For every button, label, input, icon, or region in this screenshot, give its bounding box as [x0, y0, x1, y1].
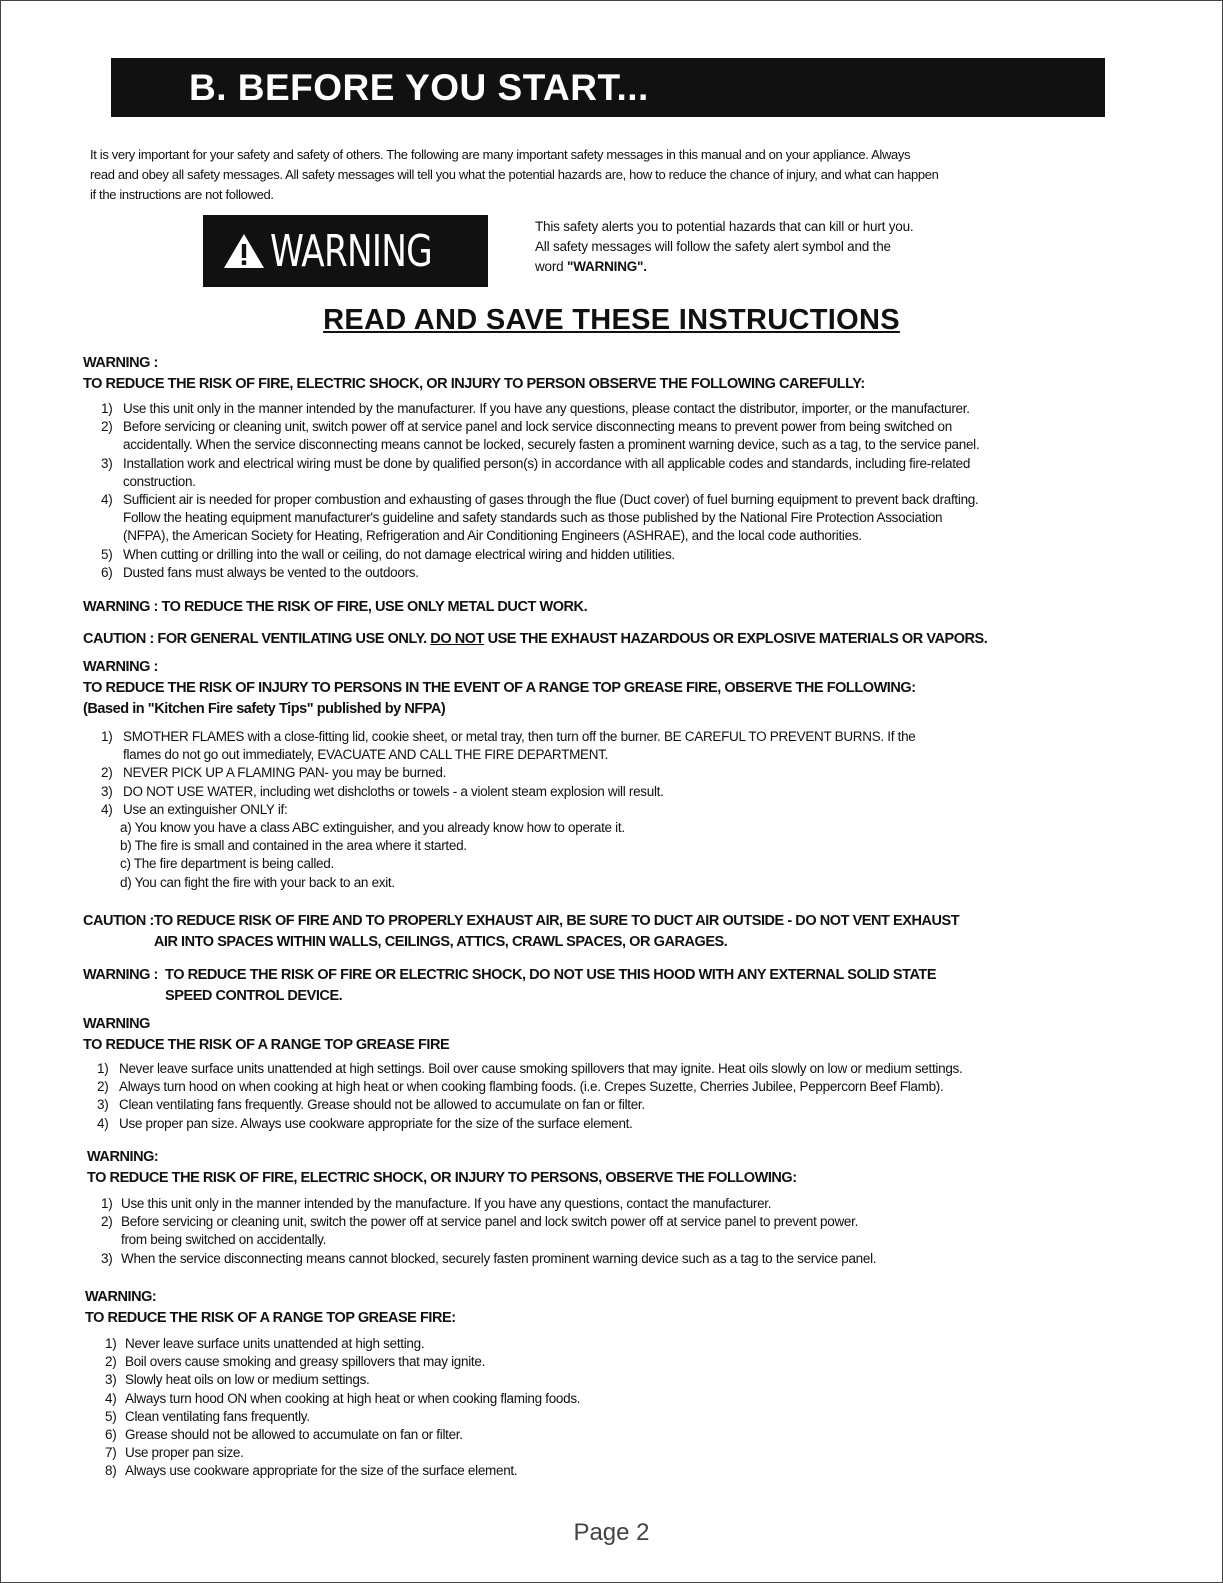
section-heading: TO REDUCE THE RISK OF INJURY TO PERSONS IN THE EVENT OF A RANGE TOP GREASE FIRE, OBSERVE THE FOLLOWING:	[83, 680, 916, 696]
list-item-line	[105, 1335, 1145, 1353]
intro-line: read and obey all safety messages. All safety messages will tell you what the potential hazards are, how to reduce the chance of injury, and what can happen	[90, 167, 939, 182]
alert-line: All safety messages will follow the safety alert symbol and the	[535, 239, 891, 254]
list-item-text: Grease should not be allowed to accumulate on fan or filter.	[125, 1427, 463, 1443]
warning-label: WARNING :	[83, 967, 166, 983]
section-label: WARNING	[83, 1016, 150, 1032]
section-title: B. BEFORE YOU START...	[189, 67, 649, 108]
numbered-list	[85, 1335, 1145, 1481]
sub-list-item: d) You can fight the fire with your back to an exit.	[120, 874, 395, 890]
page-number: Page 2	[573, 1519, 650, 1546]
list-item-line	[101, 473, 1143, 491]
list-item-number: 2)	[101, 419, 113, 435]
list-item-number: 2)	[97, 1079, 109, 1095]
list-item-text: Use this unit only in the manner intended by the manufacture. If you have any questions, contact the manufacturer.	[121, 1196, 772, 1211]
list-item-line	[105, 1462, 1145, 1480]
list-item-line	[101, 400, 1143, 418]
warning-badge-label: WARNING	[269, 225, 432, 277]
list-item-text: Sufficient air is needed for proper combustion and exhausting of gases through the flue (Duct cover) of fuel burning equipment to prevent back drafting.	[123, 492, 979, 508]
list-item-number: 2)	[101, 1214, 113, 1230]
list-item-line	[101, 746, 1143, 764]
section-heading: TO REDUCE THE RISK OF A RANGE TOP GREASE FIRE	[83, 1037, 450, 1053]
alert-line-prefix: word	[535, 259, 568, 274]
list-item-line	[101, 1213, 1147, 1231]
caution-label: CAUTION :	[83, 913, 154, 929]
warning-section-fire-shock-injury	[83, 353, 1143, 582]
list-item-number: 3)	[101, 1250, 113, 1266]
list-item-text: Never leave surface units unattended at high settings. Boil over cause smoking spillovers that may ignite. Heat oils slowly on low or medium settings.	[119, 1061, 963, 1076]
list-item-text: accidentally. When the service disconnecting means cannot be locked, securely fasten a prominent warning device, such as a tag, to the service panel.	[123, 437, 980, 453]
list-item-line	[101, 491, 1143, 509]
numbered-list	[83, 728, 1143, 819]
list-item-number: 3)	[97, 1097, 109, 1113]
warning-section-grease-fire-nfpa	[83, 657, 1143, 892]
warning-section-fire-shock-injury-2	[87, 1147, 1147, 1268]
sub-list-item: b) The fire is small and contained in the area where it started.	[120, 838, 467, 854]
list-item-text: Use proper pan size. Always use cookware appropriate for the size of the surface element.	[119, 1115, 633, 1131]
list-item-number: 1)	[101, 729, 113, 744]
list-item-text: Slowly heat oils on low or medium settings.	[125, 1372, 370, 1388]
list-item-number: 4)	[101, 492, 113, 508]
intro-line: if the instructions are not followed.	[90, 187, 274, 202]
list-item-line	[101, 436, 1143, 454]
list-item-line	[101, 455, 1143, 473]
list-item-line	[101, 1195, 1147, 1213]
list-item-text: Dusted fans must always be vented to the outdoors.	[123, 564, 419, 580]
list-item-line	[101, 1231, 1147, 1249]
list-item-line	[101, 546, 1143, 564]
list-item-text: NEVER PICK UP A FLAMING PAN- you may be burned.	[123, 765, 447, 781]
list-item-number: 4)	[97, 1115, 109, 1131]
list-item-line	[101, 801, 1143, 819]
section-label: WARNING :	[83, 355, 158, 371]
list-item-text: Clean ventilating fans frequently. Grease should not be allowed to accumulate on fan or filter.	[119, 1097, 645, 1113]
list-item-line	[105, 1371, 1145, 1389]
list-item-line	[101, 418, 1143, 436]
list-item-line	[105, 1390, 1145, 1408]
list-item-number: 8)	[105, 1463, 117, 1479]
warning-line: TO REDUCE THE RISK OF FIRE OR ELECTRIC SHOCK, DO NOT USE THIS HOOD WITH ANY EXTERNAL SOLID STATE	[165, 967, 937, 983]
list-item-text: Always turn hood ON when cooking at high heat or when cooking flaming foods.	[125, 1390, 581, 1406]
caution-exhaust-outside	[83, 911, 1143, 953]
list-item-text: Use this unit only in the manner intended by the manufacturer. If you have any questions, please contact the distributor, importer, or the manufacturer.	[123, 401, 970, 416]
section-label: WARNING:	[85, 1289, 157, 1305]
list-item-number: 1)	[101, 1196, 113, 1211]
list-item-text: Installation work and electrical wiring must be done by qualified person(s) in accordance with all applicable codes and standards, including fire-related	[123, 455, 971, 471]
list-item-number: 1)	[105, 1336, 117, 1351]
list-item-number: 3)	[105, 1372, 117, 1388]
numbered-list	[83, 400, 1143, 582]
list-item-line	[101, 764, 1143, 782]
list-item-number: 2)	[101, 765, 113, 781]
caution-text: CAUTION : FOR GENERAL VENTILATING USE ONLY.	[83, 631, 431, 647]
list-item-text: When the service disconnecting means cannot blocked, securely fasten prominent warning device such as a tag to the service panel.	[121, 1250, 877, 1266]
list-item-number: 3)	[101, 455, 113, 471]
sub-list	[83, 819, 1143, 892]
section-label: WARNING:	[87, 1149, 159, 1165]
section-source-note: (Based in "Kitchen Fire safety Tips" published by NFPA)	[83, 701, 446, 717]
list-item-number: 2)	[105, 1354, 117, 1370]
list-item-line	[101, 527, 1143, 545]
alert-warning-word: "WARNING".	[567, 259, 647, 274]
sub-list-item: a) You know you have a class ABC extinguisher, and you already know how to operate it.	[120, 820, 625, 836]
list-item-number: 6)	[105, 1427, 117, 1443]
list-item-text: Always turn hood on when cooking at high heat or when cooking flambing foods. (i.e. Crepes Suzette, Cherries Jubilee, Peppercorn Beef Flamb).	[119, 1079, 944, 1095]
warning-section-range-top-grease-fire	[83, 1014, 1143, 1133]
list-item-number: 1)	[97, 1061, 109, 1076]
list-item-text: Before servicing or cleaning unit, switch power off at service panel and lock service disconnecting means to prevent power from being switched on	[123, 419, 952, 435]
caution-line: AIR INTO SPACES WITHIN WALLS, CEILINGS, ATTICS, CRAWL SPACES, OR GARAGES.	[153, 934, 728, 950]
list-item-number: 6)	[101, 564, 113, 580]
list-item-text: SMOTHER FLAMES with a close-fitting lid, cookie sheet, or metal tray, then turn off the burner. BE CAREFUL TO PREVENT BURNS. If the	[123, 729, 916, 744]
list-item-line	[105, 1444, 1145, 1462]
list-item-number: 3)	[101, 783, 113, 799]
list-item-text: Before servicing or cleaning unit, switch the power off at service panel and lock switch power off at service panel to prevent power.	[121, 1214, 859, 1230]
list-item-number	[101, 527, 123, 545]
list-item-text: When cutting or drilling into the wall or ceiling, do not damage electrical wiring and hidden utilities.	[123, 546, 675, 562]
section-label: WARNING :	[83, 659, 158, 675]
sub-list-item: c) The fire department is being called.	[120, 856, 334, 872]
list-item-text: construction.	[123, 473, 196, 489]
list-item-number	[101, 436, 123, 454]
warning-section-range-top-grease-fire-2	[85, 1287, 1145, 1481]
list-item-line	[97, 1115, 1143, 1133]
list-item-text: from being switched on accidentally.	[121, 1232, 327, 1248]
warning-triangle-icon	[222, 232, 266, 270]
list-item-text: Clean ventilating fans frequently.	[125, 1408, 310, 1424]
numbered-list	[83, 1060, 1143, 1133]
list-item-text: Follow the heating equipment manufacturer's guideline and safety standards such as those published by the National Fire Protection Association	[123, 510, 943, 526]
list-item-line	[105, 1426, 1145, 1444]
safety-alert-description	[535, 217, 1015, 277]
warning-line: SPEED CONTROL DEVICE.	[165, 988, 343, 1004]
list-item-line	[101, 509, 1143, 527]
caution-general-ventilating	[83, 629, 1143, 650]
read-and-save-heading: READ AND SAVE THESE INSTRUCTIONS	[323, 304, 900, 336]
warning-metal-duct: WARNING : TO REDUCE THE RISK OF FIRE, USE ONLY METAL DUCT WORK.	[83, 599, 588, 615]
list-item-line	[101, 783, 1143, 801]
list-item-number	[101, 473, 123, 491]
list-item-text: Boil overs cause smoking and greasy spillovers that may ignite.	[125, 1354, 486, 1370]
section-title-banner	[111, 58, 1105, 117]
numbered-list	[87, 1195, 1147, 1268]
list-item-number: 7)	[105, 1445, 117, 1461]
alert-line: This safety alerts you to potential hazards that can kill or hurt you.	[535, 219, 914, 234]
list-item-line	[97, 1060, 1143, 1078]
list-item-number	[101, 509, 123, 527]
section-heading: TO REDUCE THE RISK OF A RANGE TOP GREASE FIRE:	[85, 1310, 456, 1326]
list-item-number: 4)	[101, 801, 113, 817]
caution-text: USE THE EXHAUST HAZARDOUS OR EXPLOSIVE MATERIALS OR VAPORS.	[483, 631, 988, 647]
list-item-text: flames do not go out immediately, EVACUATE AND CALL THE FIRE DEPARTMENT.	[123, 747, 609, 763]
intro-line: It is very important for your safety and safety of others. The following are many important safety messages in this manual and on your appliance. Always	[90, 147, 911, 162]
alert-line	[535, 257, 1015, 277]
list-item-text: Never leave surface units unattended at high setting.	[125, 1336, 425, 1351]
list-item-line	[97, 1096, 1143, 1114]
caution-line: TO REDUCE RISK OF FIRE AND TO PROPERLY EXHAUST AIR, BE SURE TO DUCT AIR OUTSIDE - DO NOT VENT EXHAUST	[153, 913, 960, 929]
list-item-text: Use an extinguisher ONLY if:	[123, 801, 288, 817]
list-item-line	[105, 1353, 1145, 1371]
intro-paragraph	[90, 145, 1120, 205]
section-heading: TO REDUCE THE RISK OF FIRE, ELECTRIC SHOCK, OR INJURY TO PERSONS, OBSERVE THE FOLLOWING:	[87, 1170, 797, 1186]
section-heading: TO REDUCE THE RISK OF FIRE, ELECTRIC SHOCK, OR INJURY TO PERSON OBSERVE THE FOLLOWING CAREFULLY:	[83, 376, 865, 392]
list-item-number: 5)	[105, 1408, 117, 1424]
list-item-number: 4)	[105, 1390, 117, 1406]
list-item-text: DO NOT USE WATER, including wet dishcloths or towels - a violent steam explosion will result.	[123, 783, 664, 799]
warning-badge	[203, 215, 488, 287]
list-item-text: Always use cookware appropriate for the size of the surface element.	[125, 1463, 518, 1479]
list-item-line	[105, 1408, 1145, 1426]
list-item-number	[101, 746, 123, 764]
caution-do-not: DO NOT	[430, 631, 484, 647]
list-item-line	[101, 1250, 1147, 1268]
list-item-text: (NFPA), the American Society for Heating, Refrigeration and Air Conditioning Engineers (ASHRAE), and the local code authorities.	[123, 528, 862, 544]
list-item-line	[97, 1078, 1143, 1096]
warning-speed-control	[83, 965, 1143, 1007]
list-item-number: 5)	[101, 546, 113, 562]
list-item-number: 1)	[101, 401, 113, 416]
list-item-text: Use proper pan size.	[125, 1445, 244, 1461]
list-item-line	[101, 564, 1143, 582]
list-item-number	[101, 1231, 121, 1249]
list-item-line	[101, 728, 1143, 746]
